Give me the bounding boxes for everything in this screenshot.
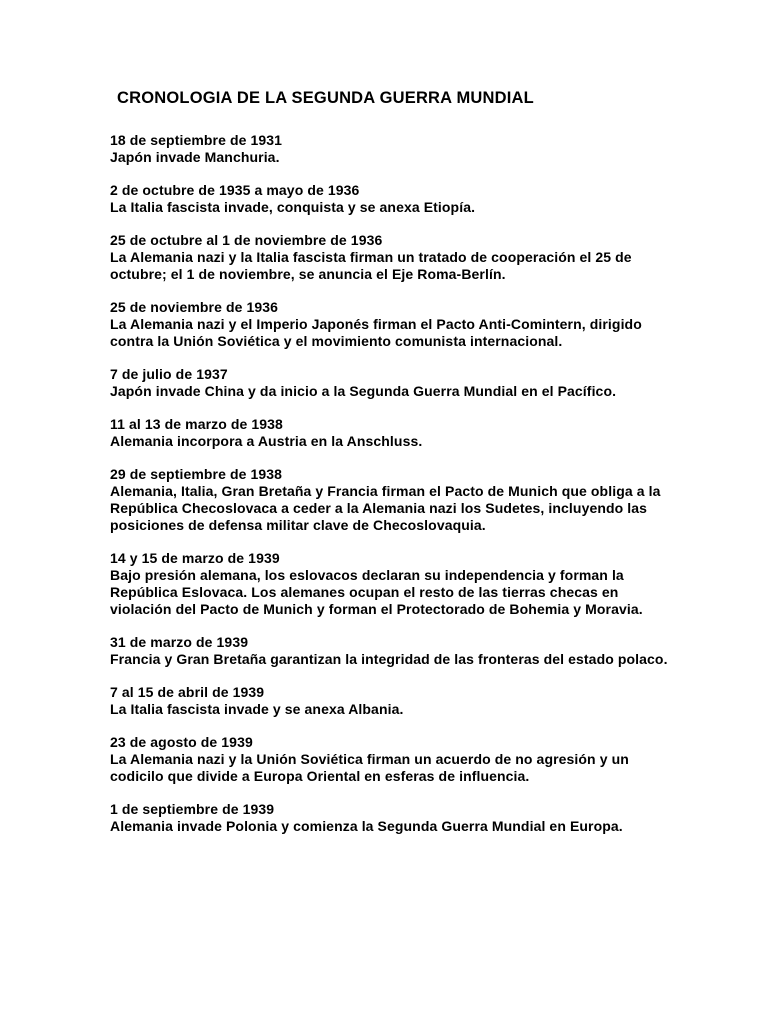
entry-date: 29 de septiembre de 1938	[110, 466, 283, 482]
entry-date: 2 de octubre de 1935 a mayo de 1936	[110, 182, 360, 198]
entry-date: 11 al 13 de marzo de 1938	[110, 416, 283, 432]
entry-text: Alemania invade Polonia y comienza la Segunda Guerra Mundial en Europa.	[110, 818, 623, 834]
entry-date: 23 de agosto de 1939	[110, 734, 253, 750]
entry-text: Alemania, Italia, Gran Bretaña y Francia firman el Pacto de Munich que obliga a la República Checoslovaca a ceder a la Alemania nazi los Sudetes, incluyendo las posiciones de defensa militar clave de Checoslovaquia.	[110, 483, 661, 533]
entry-date: 25 de octubre al 1 de noviembre de 1936	[110, 232, 383, 248]
entry-text: La Alemania nazi y el Imperio Japonés firman el Pacto Anti-Comintern, dirigido contra la Unión Soviética y el movimiento comunista internacional.	[110, 316, 642, 349]
entry-date: 1 de septiembre de 1939	[110, 801, 275, 817]
timeline-entry	[110, 550, 670, 618]
timeline-entry	[110, 684, 670, 718]
entry-date: 25 de noviembre de 1936	[110, 299, 279, 315]
entry-text: Japón invade Manchuria.	[110, 149, 280, 165]
entry-date: 31 de marzo de 1939	[110, 634, 249, 650]
timeline-entry	[110, 734, 670, 785]
entry-text: Francia y Gran Bretaña garantizan la integridad de las fronteras del estado polaco.	[110, 651, 668, 667]
entry-text: Alemania incorpora a Austria en la Anschluss.	[110, 433, 423, 449]
entry-text: La Italia fascista invade y se anexa Albania.	[110, 701, 404, 717]
timeline-entry	[110, 801, 670, 835]
entry-date: 14 y 15 de marzo de 1939	[110, 550, 280, 566]
entry-text: La Alemania nazi y la Unión Soviética firman un acuerdo de no agresión y un codicilo que divide a Europa Oriental en esferas de influencia.	[110, 751, 629, 784]
timeline-entry	[110, 299, 670, 350]
entry-date: 18 de septiembre de 1931	[110, 132, 283, 148]
timeline-entry	[110, 132, 670, 166]
document-page	[110, 88, 670, 851]
timeline-entry	[110, 232, 670, 283]
entry-date: 7 al 15 de abril de 1939	[110, 684, 265, 700]
timeline-entry	[110, 634, 670, 668]
timeline-entry	[110, 416, 670, 450]
document-title: CRONOLOGIA DE LA SEGUNDA GUERRA MUNDIAL	[117, 89, 534, 107]
entry-text: Bajo presión alemana, los eslovacos declaran su independencia y forman la República Eslovaca. Los alemanes ocupan el resto de las tierras checas en violación del Pacto de Munich y forman el Protectorado de Bohemia y Moravia.	[110, 567, 643, 617]
timeline-entry	[110, 366, 670, 400]
timeline-entry	[110, 182, 670, 216]
entry-text: La Italia fascista invade, conquista y se anexa Etiopía.	[110, 199, 476, 215]
entry-text: Japón invade China y da inicio a la Segunda Guerra Mundial en el Pacífico.	[110, 383, 617, 399]
entry-date: 7 de julio de 1937	[110, 366, 228, 382]
timeline-entry	[110, 466, 670, 534]
entry-text: La Alemania nazi y la Italia fascista firman un tratado de cooperación el 25 de octubre; el 1 de noviembre, se anuncia el Eje Roma-Berlín.	[110, 249, 632, 282]
